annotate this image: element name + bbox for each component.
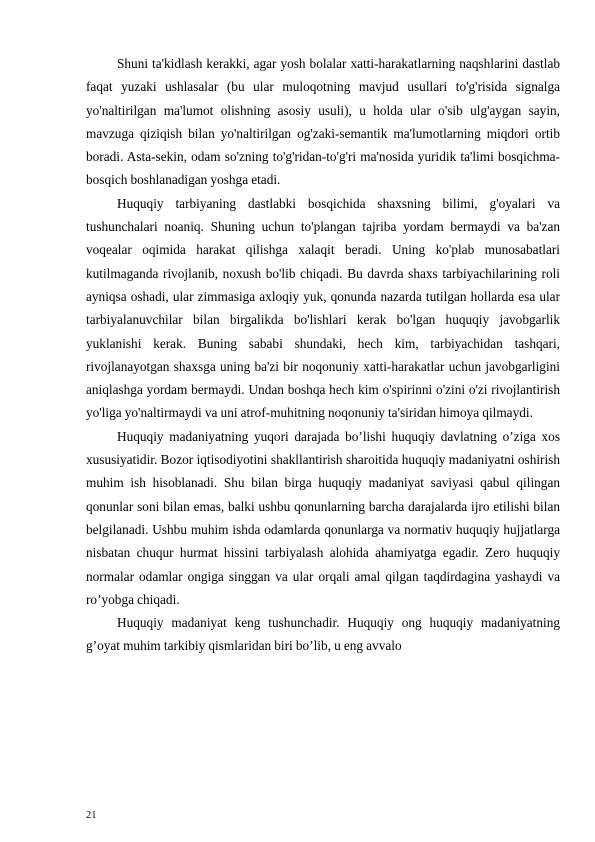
document-page — [86, 52, 560, 658]
page-number: 21 — [86, 810, 97, 821]
paragraph-1: Shuni ta'kidlash kerakki, agar yosh bolalar xatti-harakatlarning naqshlarini dastlab faqat yuzaki ushlasalar (bu ular muloqotning mavjud usullari to'g'risida signalga yo'naltirilgan ma'lumot olishning asosiy usuli), u holda ular o'sib ulg'aygan sayin, mavzuga qiziqish bilan yo'naltirilgan og'zaki-semantik ma'lumotlarning miqdori ortib boradi. Asta-sekin, odam so'zning to'g'ridan-to'g'ri ma'nosida yuridik ta'limi bosqichma-bosqich boshlanadigan yoshga etadi. — [86, 56, 560, 188]
paragraph-4: Huquqiy madaniyat keng tushunchadir. Huquqiy ong huquqiy madaniyatning g’oyat muhim tarkibiy qismlaridan biri bo’lib, u eng avvalo — [86, 615, 560, 654]
paragraph-2: Huquqiy tarbiyaning dastlabki bosqichida shaxsning bilimi, g'oyalari va tushunchalari noaniq. Shuning uchun to'plangan tajriba yordam bermaydi va ba'zan voqealar oqimida harakat qilishga xalaqit beradi. Uning ko'plab munosabatlari kutilmaganda rivojlanib, noxush bo'lib chiqadi. Bu davrda shaxs tarbiyachilarining roli ayniqsa oshadi, ular zimmasiga axloqiy yuk, qonunda nazarda tutilgan hollarda esa ular tarbiyalanuvchilar bilan birgalikda bo'lishlari kerak bo'lgan huquqiy javobgarlik yuklanishi kerak. Buning sababi shundaki, hech kim, tarbiyachidan tashqari, rivojlanayotgan shaxsga uning ba'zi bir noqonuniy xatti-harakatlar uchun javobgarligini aniqlashga yordam bermaydi. Undan boshqa hech kim o'spirinni o'zini o'zi rivojlantirish yo'liga yo'naltirmaydi va uni atrof-muhitning noqonuniy ta'siridan himoya qilmaydi. — [86, 195, 560, 421]
paragraph-3: Huquqiy madaniyatning yuqori darajada bo’lishi huquqiy davlatning o’ziga xos xususiyatidir. Bozor iqtisodiyotini shakllantirish sharoitida huquqiy madaniyatni oshirish muhim ish hisoblanadi. Shu bilan birga huquqiy madaniyat saviyasi qabul qilingan qonunlar soni bilan emas, balki ushbu qonunlarning barcha darajalarda ijro etilishi bilan belgilanadi. Ushbu muhim ishda odamlarda qonunlarga va normativ huquqiy hujjatlarga nisbatan chuqur hurmat hissini tarbiyalash alohida ahamiyatga egadir. Zero huquqiy normalar odamlar ongiga singgan va ular orqali amal qilgan taqdirdagina yashaydi va ro’yobga chiqadi. — [86, 428, 560, 607]
